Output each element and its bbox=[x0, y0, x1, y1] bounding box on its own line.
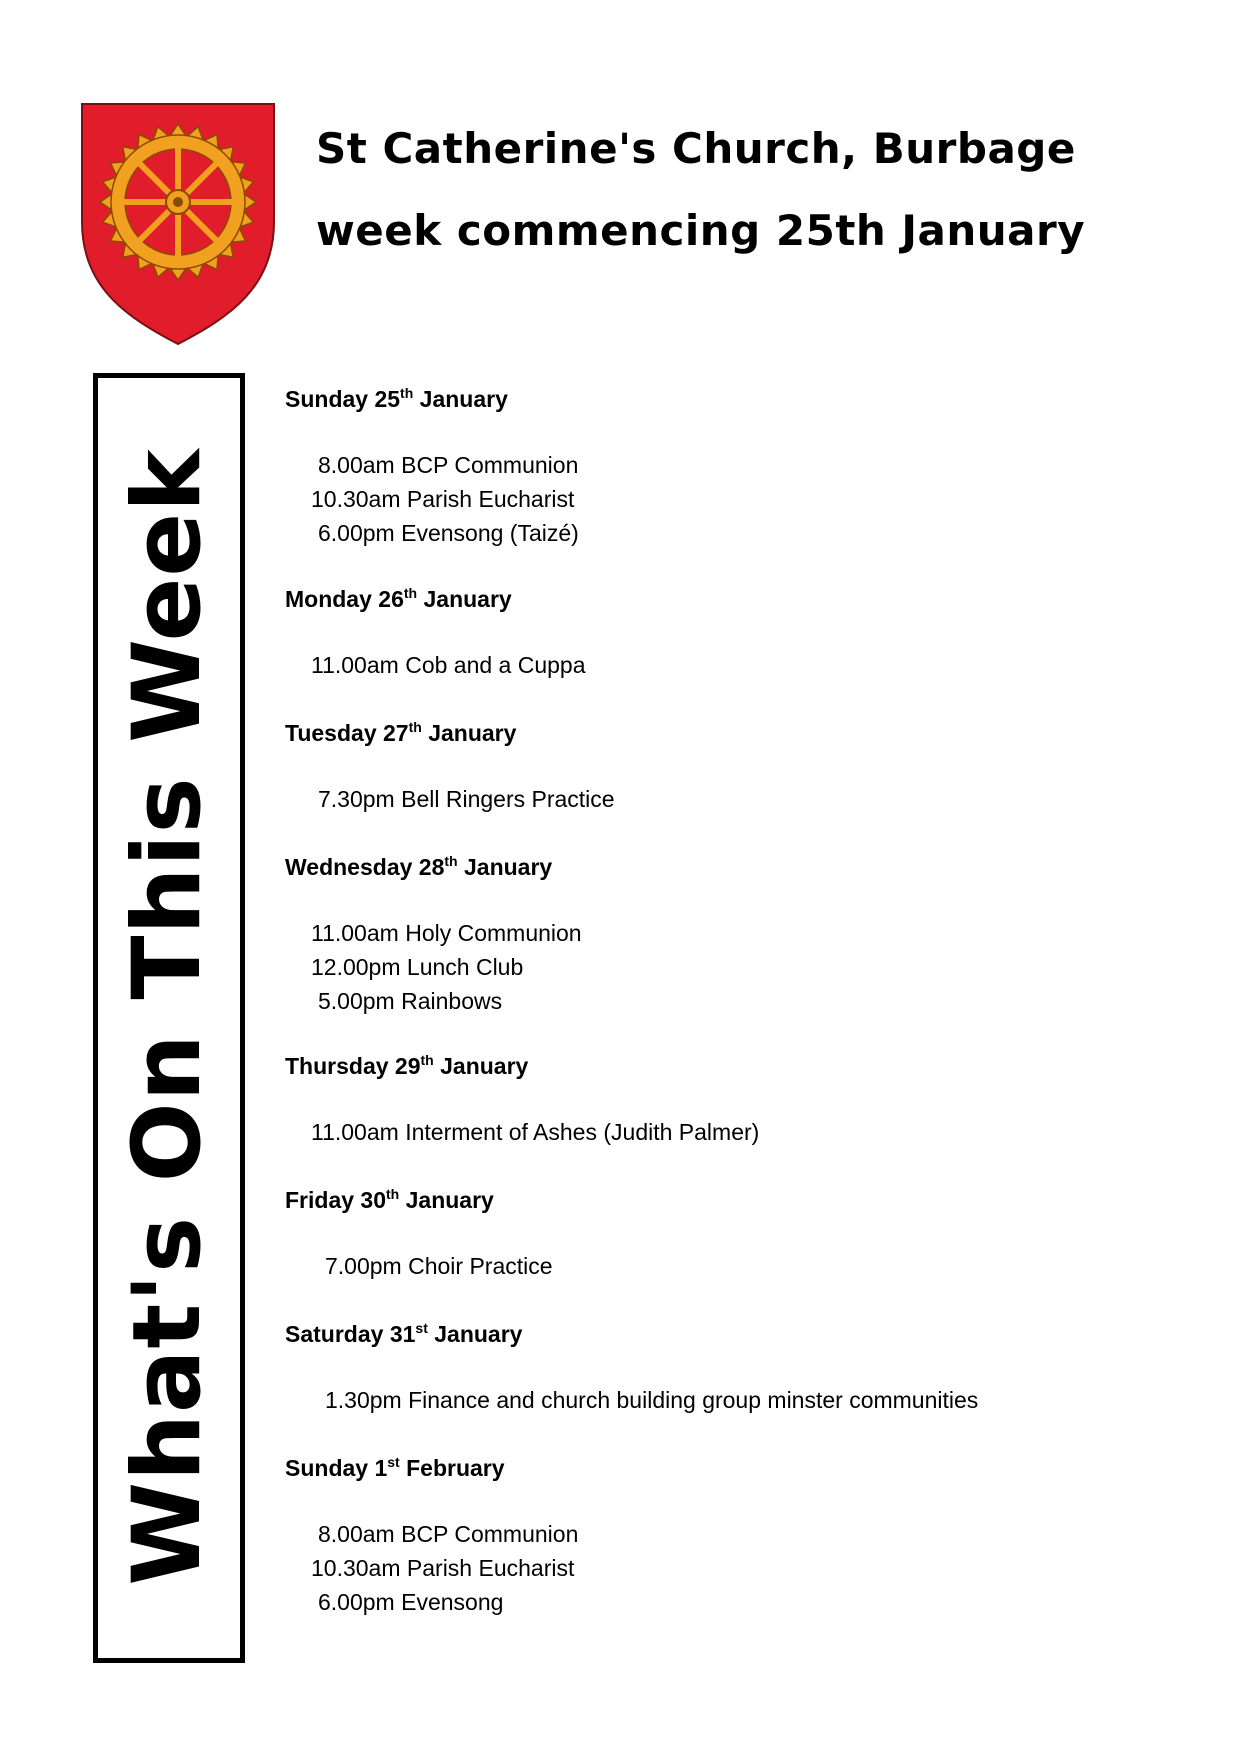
day-ordinal-suffix: th bbox=[444, 853, 458, 869]
event-title: Parish Eucharist bbox=[406, 486, 575, 512]
event-title: Cob and a Cuppa bbox=[405, 652, 586, 678]
event-item bbox=[311, 922, 582, 945]
day-month: January bbox=[421, 720, 517, 746]
day-name: Wednesday 28 bbox=[285, 854, 445, 880]
day-ordinal-suffix: st bbox=[415, 1320, 428, 1336]
day-month: January bbox=[427, 1321, 523, 1347]
day-name: Saturday 31 bbox=[285, 1321, 416, 1347]
event-item bbox=[325, 1255, 553, 1278]
day-heading bbox=[285, 1052, 529, 1079]
church-crest-icon bbox=[80, 102, 276, 346]
event-item bbox=[311, 956, 523, 979]
side-banner-text: What's On This Week bbox=[113, 448, 222, 1586]
event-title: Interment of Ashes (Judith Palmer) bbox=[405, 1119, 760, 1145]
event-item bbox=[318, 1591, 503, 1614]
event-time: 11.00am bbox=[311, 652, 399, 678]
event-title: Rainbows bbox=[401, 988, 503, 1014]
day-month: January bbox=[417, 586, 512, 612]
event-time: 11.00am bbox=[311, 920, 399, 946]
event-time: 6.00pm bbox=[318, 520, 395, 546]
event-item bbox=[318, 788, 615, 811]
event-title: Finance and church building group minster communities bbox=[408, 1387, 979, 1413]
day-name: Tuesday 27 bbox=[285, 720, 409, 746]
event-item bbox=[311, 654, 586, 677]
day-heading bbox=[285, 719, 517, 746]
day-name: Thursday 29 bbox=[285, 1053, 421, 1079]
event-time: 10.30am bbox=[311, 1555, 401, 1581]
church-title: St Catherine's Church, Burbage bbox=[316, 124, 1076, 173]
event-item bbox=[325, 1389, 978, 1412]
event-time: 7.30pm bbox=[318, 786, 395, 812]
event-time: 6.00pm bbox=[318, 1589, 395, 1615]
event-title: Bell Ringers Practice bbox=[401, 786, 615, 812]
day-name: Sunday 25 bbox=[285, 386, 401, 412]
event-time: 1.30pm bbox=[325, 1387, 402, 1413]
week-title: week commencing 25th January bbox=[316, 206, 1086, 255]
event-title: BCP Communion bbox=[401, 452, 579, 478]
event-time: 7.00pm bbox=[325, 1253, 402, 1279]
event-item bbox=[318, 1523, 578, 1546]
event-item bbox=[311, 1121, 759, 1144]
day-heading bbox=[285, 1186, 494, 1213]
day-month: January bbox=[413, 386, 508, 412]
event-item bbox=[311, 1557, 574, 1580]
day-heading bbox=[285, 385, 508, 412]
day-month: January bbox=[433, 1053, 529, 1079]
day-name: Sunday 1 bbox=[285, 1455, 388, 1481]
day-heading bbox=[285, 1320, 523, 1347]
day-heading bbox=[285, 1454, 505, 1481]
day-ordinal-suffix: th bbox=[408, 719, 422, 735]
event-item bbox=[311, 488, 574, 511]
day-name: Monday 26 bbox=[285, 586, 404, 612]
day-ordinal-suffix: st bbox=[387, 1454, 400, 1470]
event-title: Holy Communion bbox=[405, 920, 582, 946]
event-title: Lunch Club bbox=[406, 954, 524, 980]
event-time: 8.00am bbox=[318, 1521, 395, 1547]
day-ordinal-suffix: th bbox=[420, 1052, 434, 1068]
day-name: Friday 30 bbox=[285, 1187, 386, 1213]
day-month: February bbox=[399, 1455, 505, 1481]
event-item bbox=[318, 454, 578, 477]
event-time: 5.00pm bbox=[318, 988, 395, 1014]
day-month: January bbox=[399, 1187, 494, 1213]
day-month: January bbox=[457, 854, 553, 880]
event-time: 8.00am bbox=[318, 452, 395, 478]
event-title: Evensong bbox=[401, 1589, 504, 1615]
day-ordinal-suffix: th bbox=[386, 1186, 400, 1202]
day-heading bbox=[285, 853, 553, 880]
event-title: Parish Eucharist bbox=[406, 1555, 575, 1581]
event-title: Evensong (Taizé) bbox=[401, 520, 579, 546]
day-heading bbox=[285, 585, 512, 612]
event-time: 10.30am bbox=[311, 486, 401, 512]
event-item bbox=[318, 522, 579, 545]
day-ordinal-suffix: th bbox=[400, 385, 414, 401]
day-ordinal-suffix: th bbox=[403, 585, 418, 601]
event-title: Choir Practice bbox=[408, 1253, 553, 1279]
event-title: BCP Communion bbox=[401, 1521, 579, 1547]
event-time: 12.00pm bbox=[311, 954, 401, 980]
catherine-wheel-icon bbox=[100, 124, 256, 280]
event-time: 11.00am bbox=[311, 1119, 399, 1145]
event-item bbox=[318, 990, 502, 1013]
